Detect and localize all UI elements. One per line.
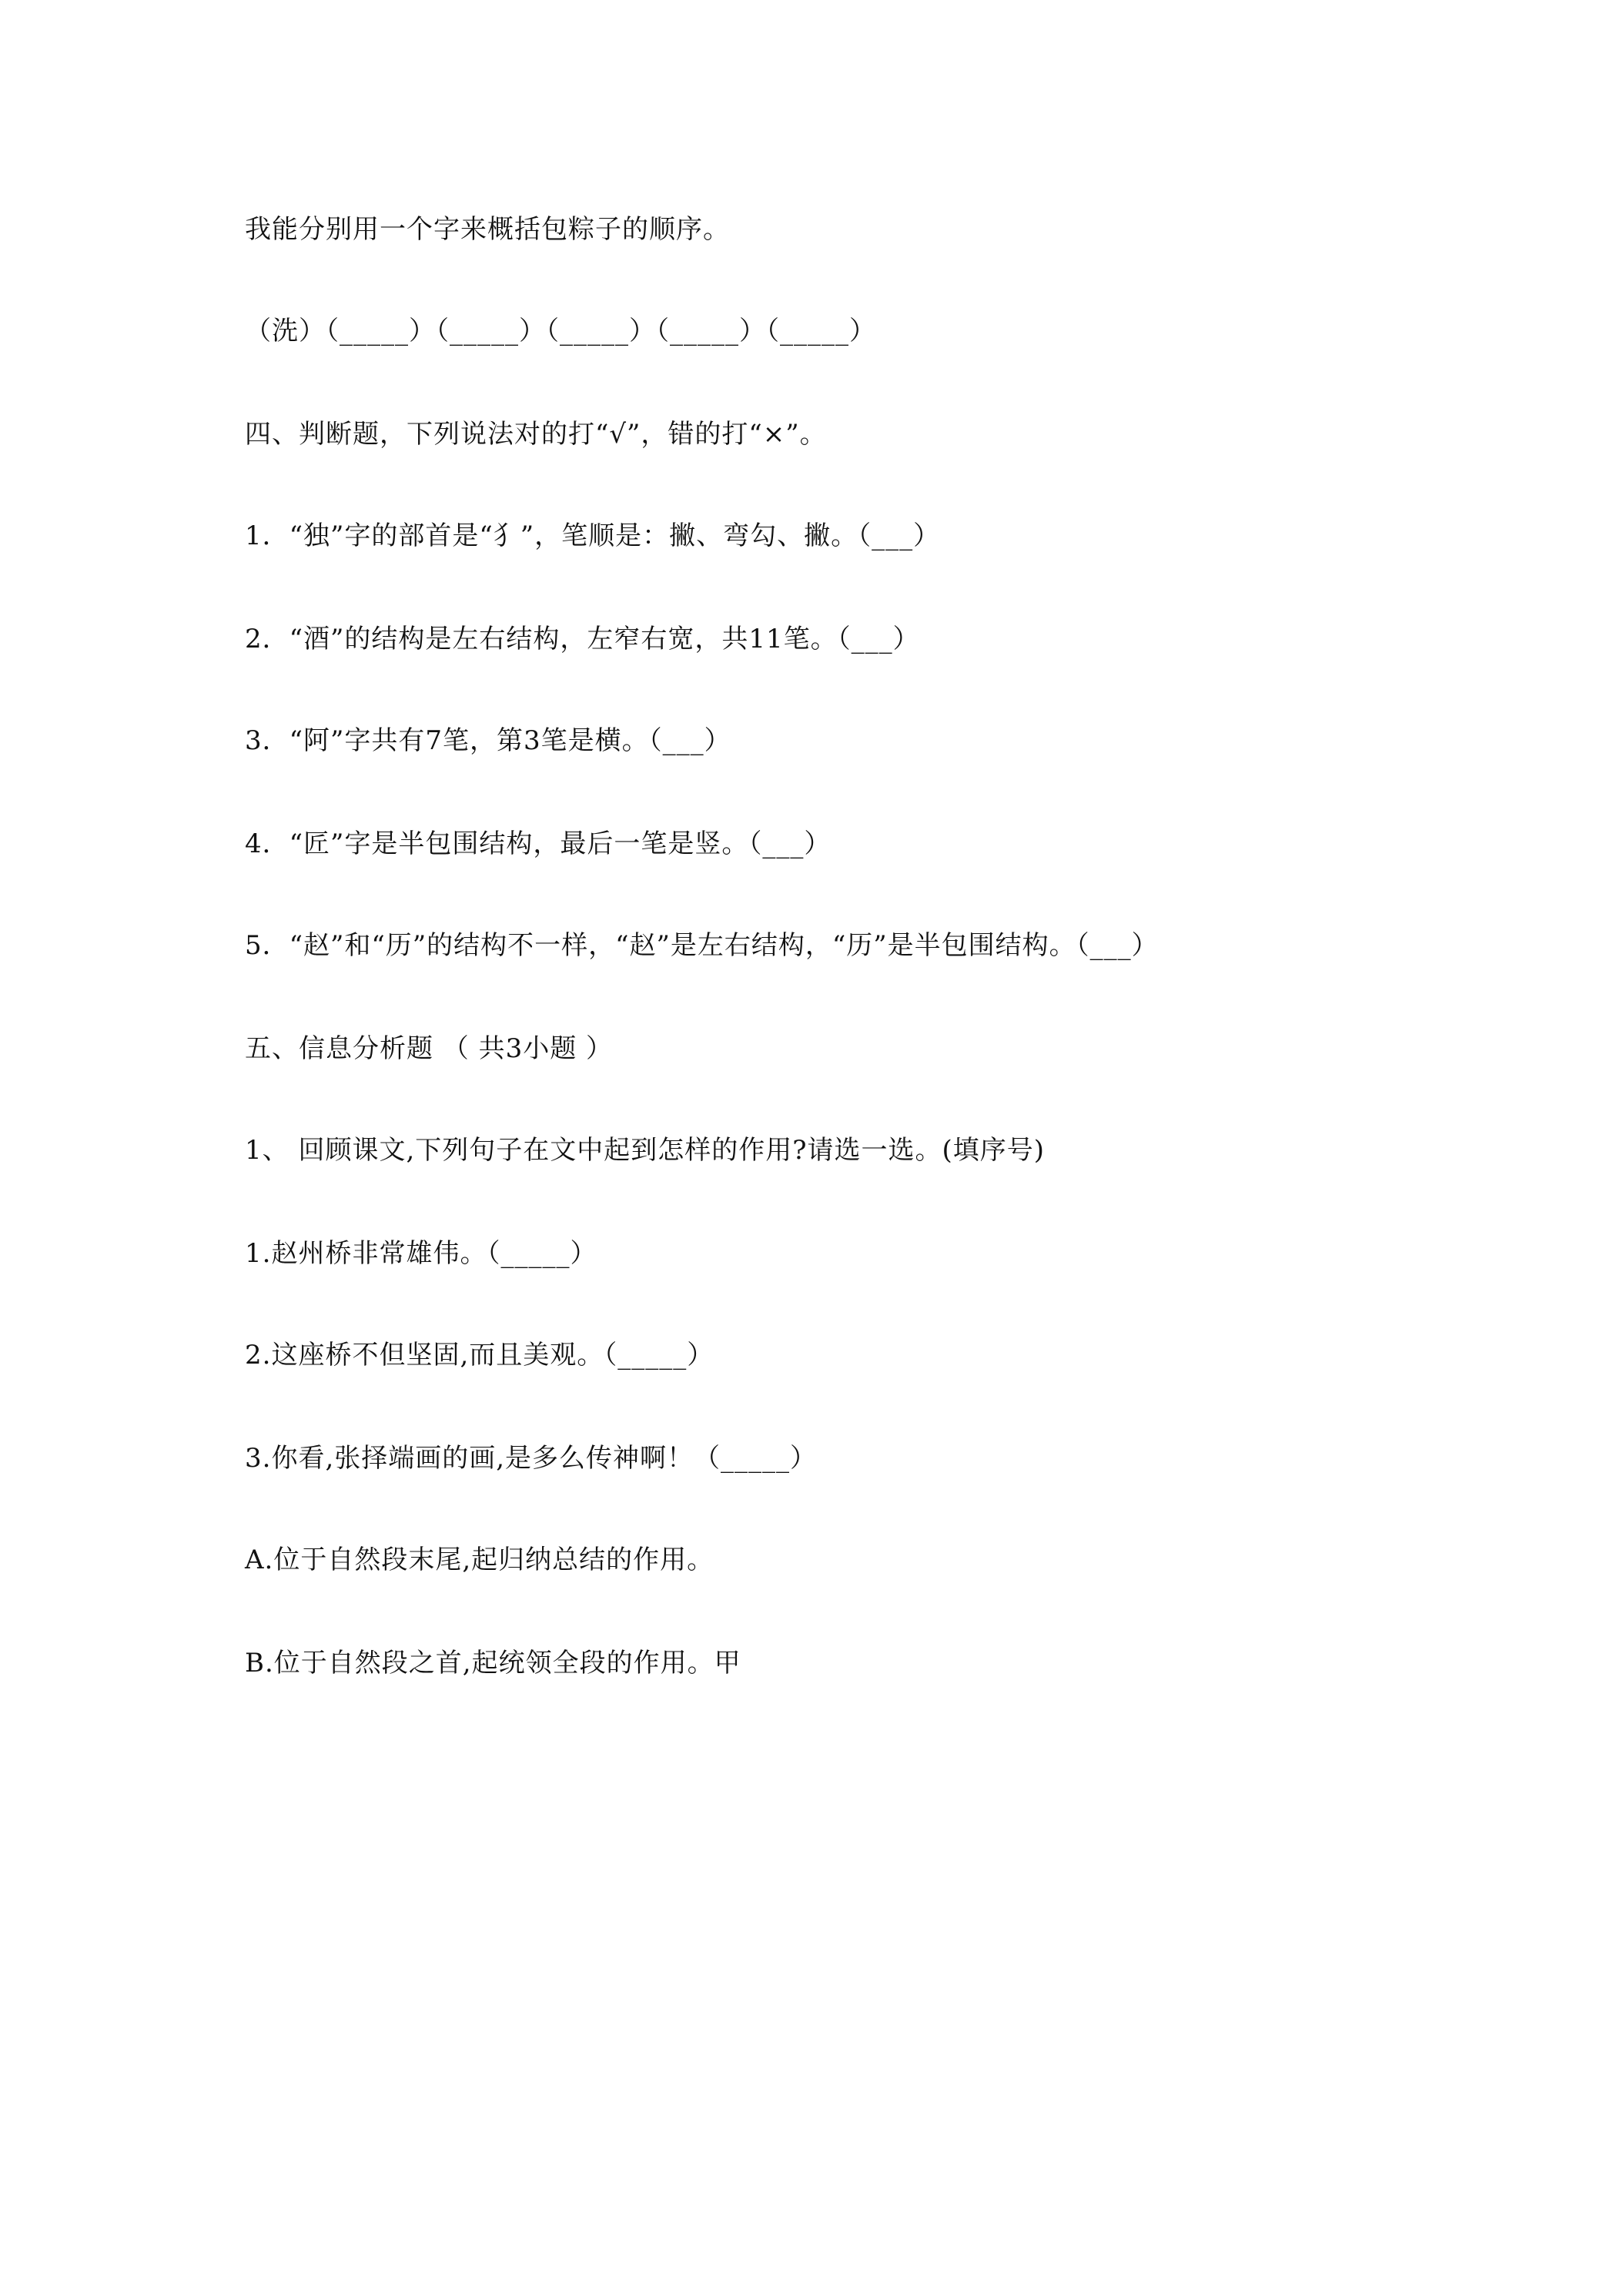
judgment-item-1: 1．“独”字的部首是“犭”，笔顺是：撇、弯勾、撇。（___） (245, 520, 941, 551)
analysis-question-1: 1、 回顾课文,下列句子在文中起到怎样的作用?请选一选。(填序号) (245, 1135, 1046, 1166)
zongzi-order-blanks: （洗）（_____）（_____）（_____）（_____）（_____） (245, 316, 876, 346)
judgment-item-2: 2．“酒”的结构是左右结构，左窄右宽，共11笔。（___） (245, 624, 920, 654)
analysis-sentence-2: 2.这座桥不但坚固,而且美观。（_____） (245, 1340, 714, 1371)
option-b: B.位于自然段之首,起统领全段的作用。甲 (245, 1648, 741, 1678)
analysis-sentence-1: 1.赵州桥非常雄伟。（_____） (245, 1238, 597, 1269)
judgment-item-4: 4．“匠”字是半包围结构，最后一笔是竖。（___） (245, 828, 832, 859)
section-five-heading: 五、信息分析题 （ 共3小题 ） (245, 1033, 614, 1064)
option-a: A.位于自然段末尾,起归纳总结的作用。 (245, 1545, 714, 1575)
judgment-item-5: 5．“赵”和“历”的结构不一样，“赵”是左右结构，“历”是半包围结构。（___） (245, 930, 1159, 961)
judgment-item-3: 3．“阿”字共有7笔，第3笔是横。（___） (245, 725, 731, 756)
section-four-heading: 四、判断题，下列说法对的打“√”，错的打“×”。 (245, 419, 827, 450)
zongzi-order-prompt: 我能分别用一个字来概括包粽子的顺序。 (245, 214, 730, 245)
analysis-sentence-3: 3.你看,张择端画的画,是多么传神啊！（_____） (245, 1443, 818, 1474)
